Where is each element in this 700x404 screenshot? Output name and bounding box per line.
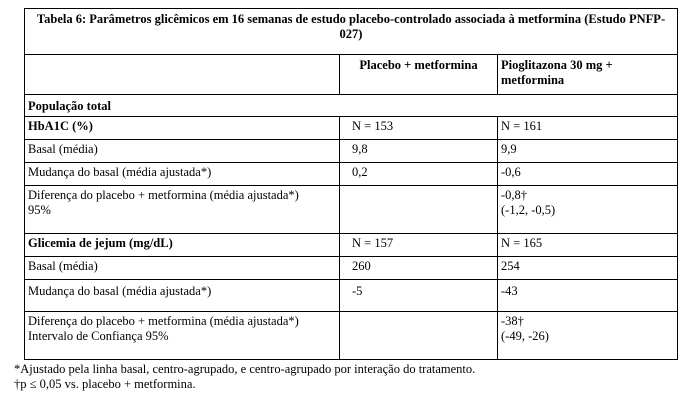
cell-pioglitazone xyxy=(498,186,678,234)
cell-pioglitazone: -0,6 xyxy=(498,163,678,186)
section-population: População total xyxy=(25,95,678,117)
cell-placebo xyxy=(340,186,498,234)
hba1c-n-placebo: N = 153 xyxy=(340,117,498,140)
hba1c-label: HbA1C (%) xyxy=(25,117,340,140)
diff-interval: (-1,2, -0,5) xyxy=(501,203,556,217)
cell-placebo xyxy=(340,312,498,360)
cell-placebo: 260 xyxy=(340,257,498,280)
footnote-significance: †p ≤ 0,05 vs. placebo + metformina. xyxy=(14,377,196,391)
diff-value: -0,8† xyxy=(501,188,528,202)
diff-label-line1: Diferença do placebo + metformina (média ajustada*) xyxy=(28,314,299,328)
glicemia-n-placebo: N = 157 xyxy=(340,234,498,257)
document-page xyxy=(14,8,677,392)
table-row xyxy=(25,140,678,163)
glicemia-n-pioglitazone: N = 165 xyxy=(498,234,678,257)
row-label xyxy=(25,186,340,234)
cell-pioglitazone: -43 xyxy=(498,280,678,312)
footnote-adjusted: *Ajustado pela linha basal, centro-agrupado, e centro-agrupado por interação do tratamento. xyxy=(14,362,476,376)
cell-pioglitazone xyxy=(498,312,678,360)
diff-label-line1: Diferença do placebo + metformina (média ajustada*) xyxy=(28,188,299,202)
column-header-empty xyxy=(25,55,340,95)
glicemia-label: Glicemia de jejum (mg/dL) xyxy=(25,234,340,257)
row-label: Mudança do basal (média ajustada*) xyxy=(25,163,340,186)
row-label: Basal (média) xyxy=(25,140,340,163)
diff-value: -38† xyxy=(501,314,524,328)
table-row xyxy=(25,186,678,234)
table-row xyxy=(25,257,678,280)
diff-label-line2: 95% xyxy=(28,203,51,217)
column-header-placebo: Placebo + metformina xyxy=(340,55,498,95)
table-row xyxy=(25,280,678,312)
diff-label-line2: Intervalo de Confiança 95% xyxy=(28,329,169,343)
column-header-pioglitazone: Pioglitazona 30 mg + metformina xyxy=(498,55,678,95)
row-label xyxy=(25,312,340,360)
table-title: Tabela 6: Parâmetros glicêmicos em 16 semanas de estudo placebo-controlado associada à metformina (Estudo PNFP-027) xyxy=(25,9,678,55)
cell-placebo: 0,2 xyxy=(340,163,498,186)
cell-pioglitazone: 9,9 xyxy=(498,140,678,163)
glycemic-parameters-table xyxy=(24,8,678,360)
cell-placebo: 9,8 xyxy=(340,140,498,163)
cell-pioglitazone: 254 xyxy=(498,257,678,280)
cell-placebo: -5 xyxy=(340,280,498,312)
hba1c-n-pioglitazone: N = 161 xyxy=(498,117,678,140)
diff-interval: (-49, -26) xyxy=(501,329,549,343)
footnotes xyxy=(14,362,677,392)
table-row xyxy=(25,312,678,360)
row-label: Mudança do basal (média ajustada*) xyxy=(25,280,340,312)
row-label: Basal (média) xyxy=(25,257,340,280)
table-row xyxy=(25,163,678,186)
